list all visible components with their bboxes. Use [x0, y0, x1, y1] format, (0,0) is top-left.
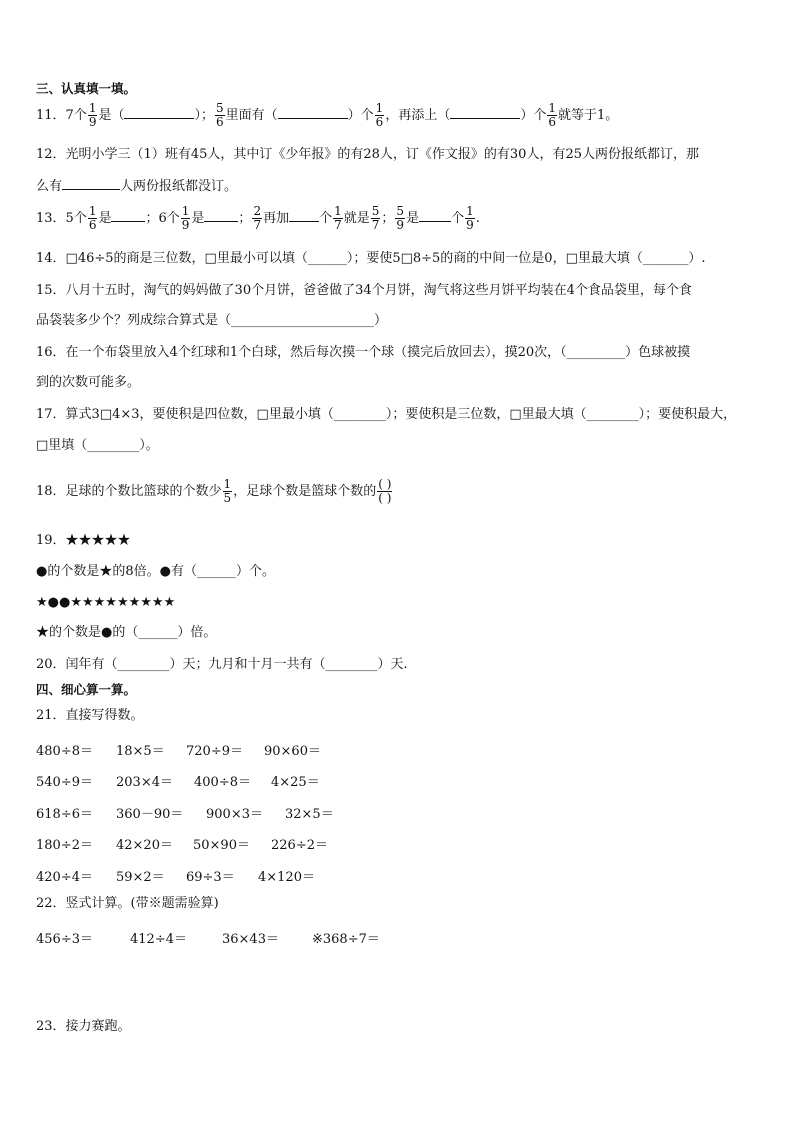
q13-text: 个: [451, 211, 465, 226]
answer-blank[interactable]: [278, 106, 348, 119]
question-20: 20．闰年有（________）天；九月和十月一共有（________）天.: [36, 657, 408, 672]
q11-text: 是（: [98, 108, 125, 123]
oral-calc-item: 226÷2＝: [271, 838, 328, 853]
fraction: $\frac{1}{6}$: [88, 204, 97, 232]
oral-calc-item: 4×25＝: [271, 775, 320, 790]
question-19-shapes: ★●●★★★★★★★★★: [36, 595, 176, 610]
oral-calc-item: 69÷3＝: [186, 870, 235, 885]
q13-text: 13．5个: [36, 211, 87, 226]
answer-blank[interactable]: [111, 209, 145, 222]
fraction: $\frac{1}{9}$: [466, 204, 474, 232]
question-19-part1: ●的个数是★的8倍。●有（______）个。: [36, 564, 275, 579]
q11-text: ，再添上（: [385, 108, 451, 123]
q11-text: 里面有（: [225, 108, 278, 123]
oral-calc-item: 420÷4＝: [36, 870, 93, 885]
oral-calc-item: 32×5＝: [285, 807, 334, 822]
q12-text: 人两份报纸都没订。: [120, 179, 238, 194]
question-16-line2: 到的次数可能多。: [36, 375, 141, 390]
oral-calc-item: 900×3＝: [206, 807, 263, 822]
answer-blank[interactable]: [62, 177, 120, 190]
fraction-blank[interactable]: $\frac{( )}{( )}$: [378, 477, 392, 505]
answer-blank[interactable]: [124, 106, 194, 119]
question-13: [36, 205, 480, 232]
q12-text: 么有: [36, 179, 63, 194]
answer-blank[interactable]: [289, 209, 319, 222]
oral-calc-item: 720÷9＝: [186, 744, 243, 759]
oral-calc-item: 18×5＝: [116, 744, 165, 759]
answer-blank[interactable]: [419, 209, 451, 222]
fraction: $\frac{1}{9}$: [181, 204, 190, 232]
oral-calc-item: 360－90＝: [116, 807, 184, 822]
q13-text: ；: [381, 211, 395, 226]
fraction: $\frac{1}{6}$: [548, 101, 556, 129]
q13-text: .: [475, 211, 480, 226]
oral-calc-item: 90×60＝: [264, 744, 321, 759]
question-14: 14．□46÷5的商是三位数，□里最小可以填（______）；要使5□8÷5的商的中间一位是0，□里最大填（_______）.: [36, 251, 706, 266]
question-19-stars: 19．★★★★★: [36, 533, 131, 548]
answer-blank[interactable]: [450, 106, 520, 119]
question-21-title: 21．直接写得数。: [36, 708, 144, 723]
oral-calc-item: 42×20＝: [116, 838, 173, 853]
vertical-calc-item: 412÷4＝: [130, 932, 187, 947]
question-17-line2: □里填（________）。: [36, 438, 159, 453]
oral-calc-item: 618÷6＝: [36, 807, 93, 822]
oral-calc-item: 400÷8＝: [194, 775, 251, 790]
oral-calc-item: 540÷9＝: [36, 775, 93, 790]
question-15-line1: 15．八月十五时，淘气的妈妈做了30个月饼，爸爸做了34个月饼，淘气将这些月饼平均装在4个食品袋里，每个食: [36, 283, 692, 298]
answer-blank[interactable]: [204, 209, 238, 222]
q11-text: ）个: [347, 108, 374, 123]
vertical-calc-item: 456÷3＝: [36, 932, 93, 947]
vertical-calc-item: 36×43＝: [222, 932, 279, 947]
q18-text: ，足球个数是篮球个数的: [233, 484, 377, 499]
q11-text: ）个: [520, 108, 547, 123]
fraction: $\frac{5}{6}$: [216, 101, 224, 129]
question-19-part2: ★的个数是●的（______）倍。: [36, 625, 217, 640]
q13-text: ；: [238, 211, 252, 226]
q11-text: ）；: [194, 108, 214, 123]
q13-text: 就是: [343, 211, 370, 226]
question-15-line2: 品袋装多少个？列成综合算式是（______________________）: [36, 313, 388, 328]
question-12-line1: 12．光明小学三（1）班有45人，其中订《少年报》的有28人，订《作文报》的有30人，有25人两份报纸都订，那: [36, 147, 699, 162]
question-17-line1: 17．算式3□4×3，要使积是四位数，□里最小填（________）；要使积是三位数，□里最大填（________）；要使积最大，: [36, 407, 737, 422]
fraction: $\frac{1}{6}$: [375, 101, 384, 129]
q11-text: 11．7个: [36, 108, 87, 123]
oral-calc-item: 180÷2＝: [36, 838, 93, 853]
fraction: $\frac{1}{7}$: [334, 204, 342, 232]
fraction: $\frac{5}{9}$: [396, 204, 405, 232]
question-23: 23．接力赛跑。: [36, 1019, 131, 1034]
q13-text: 是: [98, 211, 112, 226]
q13-text: ；6个: [145, 211, 180, 226]
question-11: [36, 102, 618, 129]
q13-text: 再加: [263, 211, 290, 226]
vertical-calc-item: ※368÷7＝: [312, 932, 380, 947]
q18-text: 18．足球的个数比篮球的个数少: [36, 484, 222, 499]
fraction: $\frac{5}{7}$: [371, 204, 380, 232]
q13-text: 个: [319, 211, 333, 226]
oral-calc-item: 480÷8＝: [36, 744, 93, 759]
oral-calc-item: 203×4＝: [116, 775, 173, 790]
section-heading-calc: 四、细心算一算。: [36, 682, 137, 697]
q13-text: 是: [406, 211, 420, 226]
question-16-line1: 16．在一个布袋里放入4个红球和1个白球，然后每次摸一个球（摸完后放回去），摸20次，（_________）色球被摸: [36, 345, 691, 360]
question-12-line2: [36, 177, 237, 196]
fraction: $\frac{1}{9}$: [88, 101, 97, 129]
q13-text: 是: [191, 211, 205, 226]
question-18: [36, 478, 393, 505]
question-22-title: 22．竖式计算。(带※题需验算): [36, 896, 219, 911]
fraction: $\frac{1}{5}$: [223, 477, 232, 505]
section-heading-fill: 三、认真填一填。: [36, 81, 137, 96]
fraction: $\frac{2}{7}$: [253, 204, 262, 232]
oral-calc-item: 50×90＝: [193, 838, 250, 853]
oral-calc-item: 59×2＝: [116, 870, 165, 885]
q11-text: 就等于1。: [557, 108, 619, 123]
oral-calc-item: 4×120＝: [258, 870, 315, 885]
